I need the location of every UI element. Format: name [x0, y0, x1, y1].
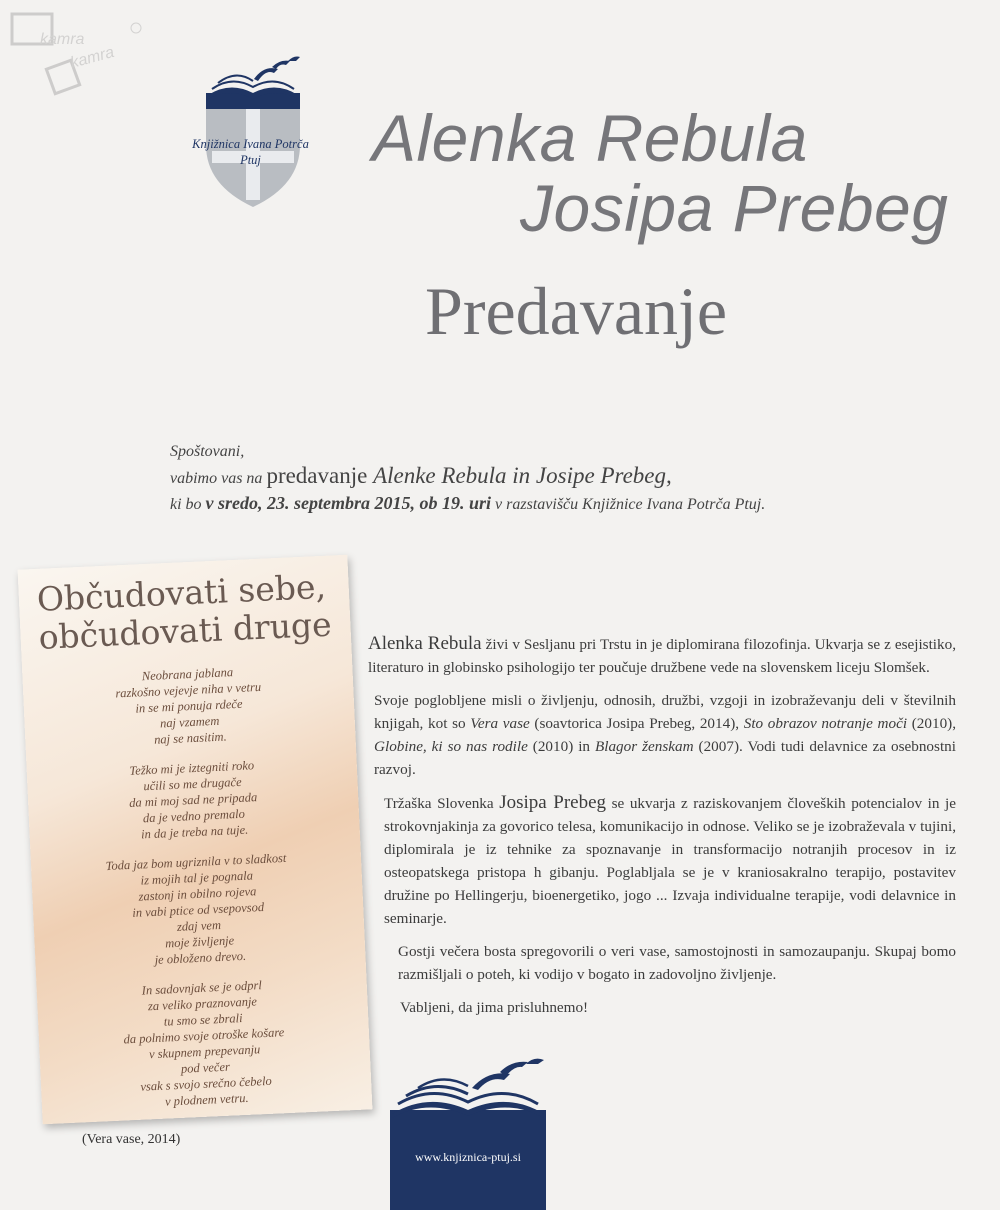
poem-line: naj se nasitim.: [153, 729, 227, 747]
book-title-blagor-zenskam: Blagor ženskam: [594, 738, 694, 755]
speaker-name-2: Josipa Prebeg: [520, 171, 949, 245]
poem-line: da mi moj sad ne pripada: [128, 790, 258, 810]
invitation-line-3: [170, 491, 765, 517]
book-card-caption: (Vera vase, 2014): [82, 1132, 181, 1147]
book-title-globine: Globine, ki so nas rodile: [374, 738, 528, 755]
body-paragraph-2-a: Svoje poglobljene misli o življenju, odnosih, družbi, vzgoji in izobraževanju deli v številnih knjigah, kot so: [374, 692, 956, 732]
body-paragraph-2-i: (2007). Vodi tudi delavnice za osebnostni razvoj.: [374, 738, 956, 778]
invitation-line-3-c: v razstavišču Knjižnice Ivana Potrča Ptuj.: [491, 496, 766, 513]
body-text: [368, 632, 956, 1029]
body-paragraph-3: [368, 791, 956, 930]
book-card-title-line-2: občudovati druge: [37, 604, 333, 657]
body-paragraph-3-a: Tržaška Slovenka: [384, 795, 500, 812]
body-paragraph-2-e: (2010),: [907, 715, 957, 732]
invitation-line-2-c: Alenke Rebula in Josipe Prebeg,: [373, 463, 672, 488]
poem-stanza: [22, 659, 355, 754]
poem-line: In sadovnjak se je odprl: [141, 978, 263, 998]
event-date-time: v sredo, 23. septembra 2015, ob 19. uri: [205, 493, 492, 513]
poem-stanza: [37, 972, 372, 1115]
watermark-text-2: kamra: [68, 43, 116, 72]
invitation-line-2-b: predavanje: [266, 463, 374, 488]
book-card-title: [36, 567, 339, 657]
greeting: Spoštovani,: [170, 443, 245, 460]
poem-line: moje življenje: [164, 933, 235, 951]
book-title-vera-vase: Vera vase: [470, 715, 530, 732]
poem-line: v plodnem vetru.: [164, 1090, 249, 1109]
library-logo-text: [168, 136, 333, 168]
poem-stanza: [27, 753, 360, 848]
poem-line: naj vzamem: [159, 713, 220, 731]
poem-line: zastonj in obilno rojeva: [138, 884, 257, 904]
invitation-line-2: [170, 464, 765, 491]
invitation-line-2-a: vabimo vas na: [170, 470, 267, 487]
speaker-name-1: Alenka Rebula: [372, 101, 808, 175]
book-card-title-line-1: Občudovati sebe,: [36, 566, 327, 619]
speaker-2-name-inline: Josipa Prebeg: [499, 792, 607, 813]
poem-line: in da je treba na tuje.: [140, 822, 249, 842]
poem-line: Toda jaz bom ugriznila v to sladkost: [105, 850, 287, 874]
poem-line: Težko mi je iztegniti roko: [129, 758, 255, 778]
poem-line: da polnimo svoje otroške košare: [123, 1025, 285, 1047]
poem-line: iz mojih tal je pognala: [140, 868, 254, 888]
poem-line: v skupnem prepevanju: [148, 1042, 261, 1062]
event-type-title: Predavanje: [425, 273, 728, 349]
invitation-line-3-a: ki bo: [170, 496, 206, 513]
poem-line: zdaj vem: [176, 917, 222, 934]
body-paragraph-5: Vabljeni, da jima prisluhnemo!: [400, 999, 589, 1016]
invitation: [170, 440, 765, 517]
body-paragraph-2-g: (2010) in: [527, 738, 595, 755]
watermark-logo: [10, 8, 150, 118]
book-card-poem: [22, 659, 372, 1130]
poem-line: za veliko praznovanje: [147, 994, 258, 1014]
poem-stanza: [31, 847, 366, 974]
body-paragraph-3-text: se ukvarja z raziskovanjem človeških potencialov in je strokovnjakinja za govorico telesa, komunikacijo in odnose. Veliko se je izobraževala v tujini, diplomirala je iz tehnike za spoznavanje in transformacijo notranjih procesov in iz osteopatskega pristopa h gibanju. Poglabljala se je v kraniosakralno terapijo, postavitev družine po Hellingerju, bioenergetiko, jogo ... Izvaja individualne terapije, vodi delavnice in seminarje.: [384, 795, 956, 927]
body-paragraph-1: [368, 632, 956, 679]
watermark-text-1: kamra: [40, 31, 85, 48]
poem-line: in vabi ptice od vsepovsod: [131, 899, 265, 920]
poem-line: razkošno vejevje niha v vetru: [115, 679, 262, 701]
book-card: [18, 555, 373, 1124]
library-name: Knjižnica Ivana Potrča: [192, 137, 309, 151]
body-paragraph-1-text: živi v Sesljanu pri Trstu in je diplomirana filozofinja. Ukvarja se z esejistiko, literaturo in globinsko psihologijo ter poučuje družbene vede na slovenskem liceju Slomšek.: [368, 636, 957, 676]
library-website-url[interactable]: www.knjiznica-ptuj.si: [415, 1150, 521, 1164]
poem-line: Neobrana jablana: [141, 665, 234, 684]
poem-line: tu smo se zbrali: [163, 1011, 243, 1029]
body-paragraph-2: [368, 689, 956, 781]
body-paragraph-2-c: (soavtorica Josipa Prebeg, 2014),: [529, 715, 744, 732]
body-paragraph-4: Gostji večera bosta spregovorili o veri vase, samostojnosti in samozaupanju. Skupaj bomo razmišljali o poteh, ki vodijo v bogato in zadovoljno življenje.: [398, 943, 956, 983]
poem-line: da je vedno premalo: [142, 806, 246, 826]
poem-line: vsak s svojo srečno čebelo: [140, 1073, 273, 1094]
poem-line: in se mi ponuja rdeče: [135, 696, 243, 716]
poem-line: učili so me drugače: [143, 774, 242, 794]
library-city: Ptuj: [240, 153, 261, 167]
poem-line: je obloženo drevo.: [154, 948, 247, 967]
book-title-sto-obrazov: Sto obrazov notranje moči: [743, 715, 908, 732]
poem-line: pod večer: [180, 1059, 231, 1076]
library-logo: [168, 55, 338, 215]
speaker-1-name-inline: Alenka Rebula: [368, 633, 482, 654]
footer-logo: [388, 1058, 548, 1210]
